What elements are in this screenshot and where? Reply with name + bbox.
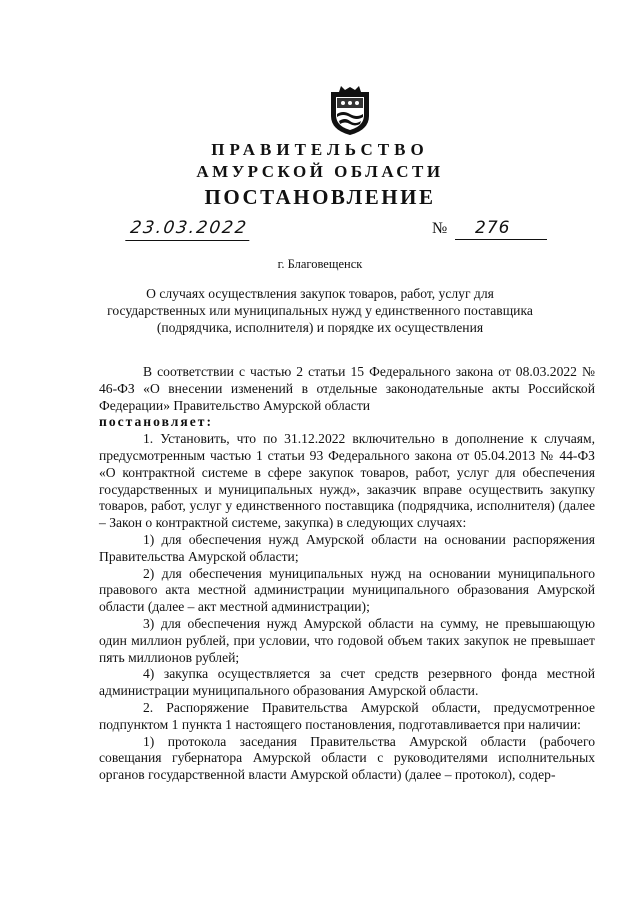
paragraph-preamble: В соответствии с частью 2 статьи 15 Федерального закона от 08.03.2022 № 46-ФЗ «О внесении изменений в отдельные законодательные акты Российской Федерации» Правительство Амурской области <box>99 364 595 413</box>
paragraph-item-2-subitem-1: 1) протокола заседания Правительства Амурской области (рабочего совещания губернатора Амурской области с руководителями исполнительных органов государственной власти Амурской области) (далее – протокол), содер- <box>99 733 595 783</box>
city-line: г. Благовещенск <box>277 257 363 271</box>
government-title-line2: АМУРСКОЙ ОБЛАСТИ <box>196 162 444 181</box>
document-type: ПОСТАНОВЛЕНИЕ <box>204 185 436 209</box>
document-date: 23.03.2022 <box>125 216 253 241</box>
government-title-line1: ПРАВИТЕЛЬСТВО <box>211 140 429 159</box>
paragraph-item-2: 2. Распоряжение Правительства Амурской области, предусмотренное подпунктом 1 пункта 1 настоящего постановления, подготавливается при наличии: <box>99 699 595 732</box>
paragraph-subitem-3: 3) для обеспечения нужд Амурской области на сумму, не превышающую один миллион рублей, при условии, что годовой объем таких закупок не превышает пять миллионов рублей; <box>99 615 595 665</box>
number-sign: № <box>432 220 448 237</box>
paragraph-item-1: 1. Установить, что по 31.12.2022 включительно в дополнение к случаям, предусмотренным частью 1 статьи 93 Федерального закона от 05.04.2013 № 44-ФЗ «О контрактной системе в сфере закупок товаров, работ, услуг для обеспечения государственных и муниципальных нужд», заказчик вправе осуществить закупку товаров, работ, услуг у единственного поставщика (подрядчика, исполнителя) (далее – Закон о контрактной системе, закупка) в следующих случаях: <box>99 431 595 531</box>
paragraph-subitem-4: 4) закупка осуществляется за счет средств резервного фонда местной администрации муниципального образования Амурской области. <box>99 666 595 699</box>
paragraph-subitem-2: 2) для обеспечения муниципальных нужд на основании муниципального правового акта местной администрации муниципального образования Амурской области (далее – акт местной администрации); <box>99 565 595 615</box>
paragraph-subitem-1: 1) для обеспечения нужд Амурской области на основании распоряжения Правительства Амурской области; <box>99 531 595 564</box>
document-subject: О случаях осуществления закупок товаров, работ, услуг для государственных или муниципальных нужд у единственного поставщика (подрядчика, исполнителя) и порядке их осуществления <box>107 286 533 335</box>
coat-of-arms-icon <box>327 86 373 136</box>
document-body <box>99 364 595 784</box>
paragraph-resolves: постановляет: <box>99 414 213 430</box>
document-number: 276 <box>455 216 547 240</box>
